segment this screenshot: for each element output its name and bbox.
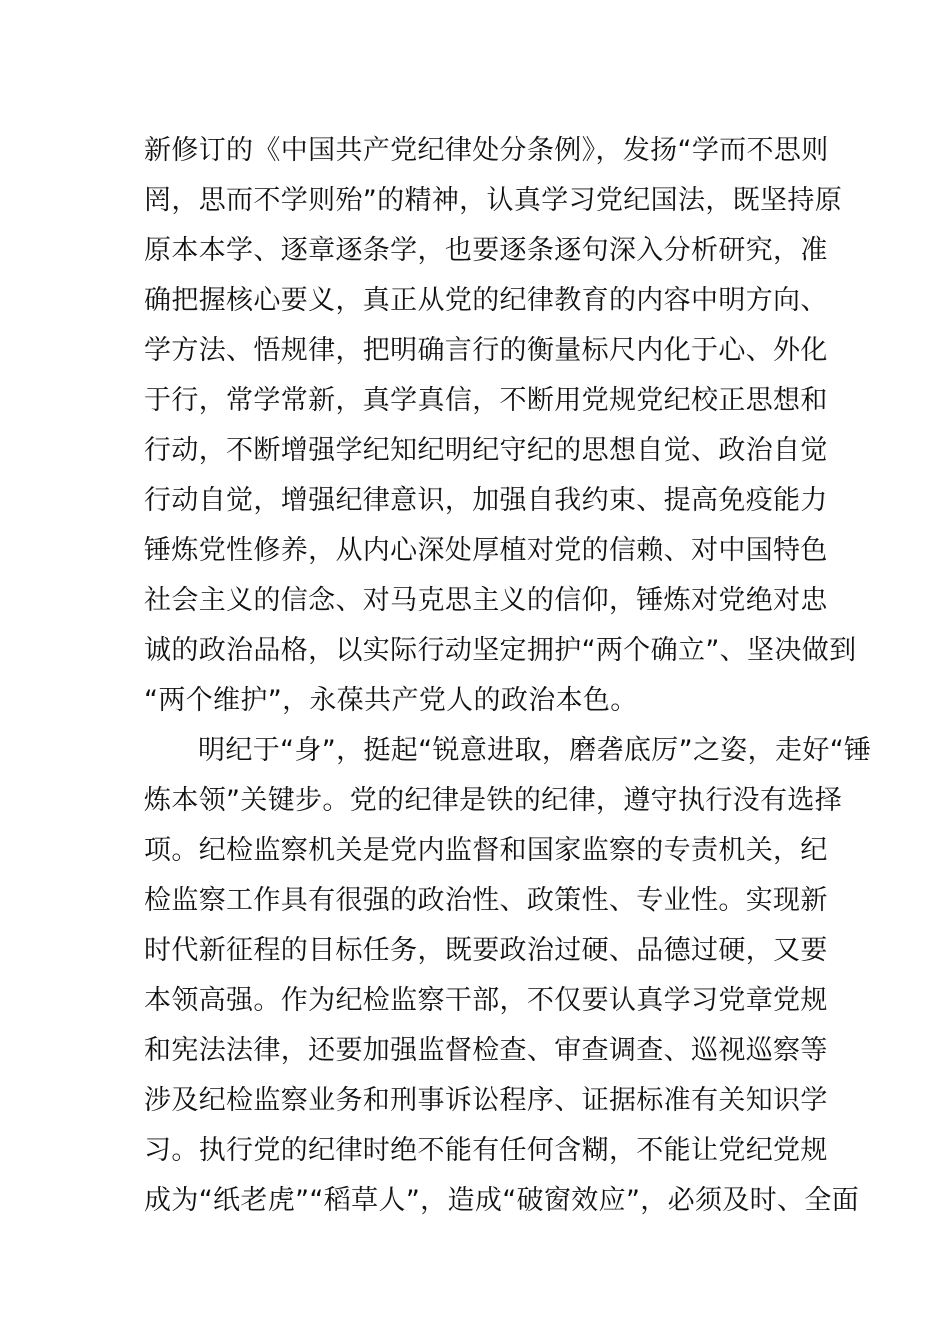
text-line: 检监察工作具有很强的政治性、政策性、专业性。实现新 <box>144 885 828 916</box>
text-line: 和宪法法律，还要加强监督检查、审查调查、巡视巡察等 <box>144 1035 828 1066</box>
text-line: 行动，不断增强学纪知纪明纪守纪的思想自觉、政治自觉 <box>144 435 828 466</box>
text-line: 本领高强。作为纪检监察干部，不仅要认真学习党章党规 <box>144 985 828 1016</box>
text-line: 炼本领”关键步。党的纪律是铁的纪律，遵守执行没有选择 <box>144 785 843 816</box>
text-line: 项。纪检监察机关是党内监督和国家监察的专责机关，纪 <box>144 835 828 866</box>
text-line: 成为“纸老虎”“稻草人”，造成“破窗效应”，必须及时、全面 <box>144 1185 860 1216</box>
text-line: 社会主义的信念、对马克思主义的信仰，锤炼对党绝对忠 <box>144 585 828 616</box>
text-line: 确把握核心要义，真正从党的纪律教育的内容中明方向、 <box>144 285 828 316</box>
text-line: 罔，思而不学则殆”的精神，认真学习党纪国法，既坚持原 <box>144 185 843 216</box>
text-line: 学方法、悟规律，把明确言行的衡量标尺内化于心、外化 <box>144 335 828 366</box>
text-line: “两个维护”，永葆共产党人的政治本色。 <box>144 685 638 716</box>
text-line: 锤炼党性修养，从内心深处厚植对党的信赖、对中国特色 <box>144 535 828 566</box>
text-line: 于行，常学常新，真学真信，不断用党规党纪校正思想和 <box>144 385 828 416</box>
text-line: 涉及纪检监察业务和刑事诉讼程序、证据标准有关知识学 <box>144 1085 828 1116</box>
text-line: 新修订的《中国共产党纪律处分条例》，发扬“学而不思则 <box>144 135 829 166</box>
text-line: 行动自觉，增强纪律意识，加强自我约束、提高免疫能力 <box>144 485 828 516</box>
text-line: 原本本学、逐章逐条学，也要逐条逐句深入分析研究，准 <box>144 235 828 266</box>
text-line: 诚的政治品格，以实际行动坚定拥护“两个确立”、坚决做到 <box>144 635 857 666</box>
paragraph-start-line: 明纪于“身”，挺起“锐意进取，磨砻底厉”之姿，走好“锤 <box>198 735 872 766</box>
text-line: 习。执行党的纪律时绝不能有任何含糊，不能让党纪党规 <box>144 1135 828 1166</box>
body-text <box>144 126 872 1226</box>
text-line: 时代新征程的目标任务，既要政治过硬、品德过硬，又要 <box>144 935 828 966</box>
